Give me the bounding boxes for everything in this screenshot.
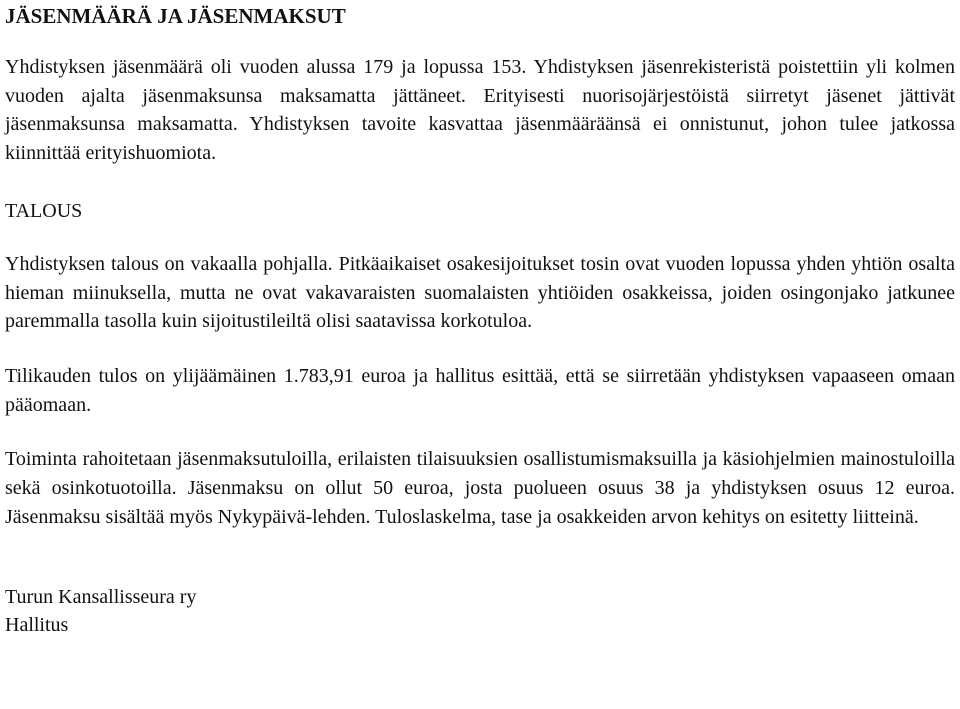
funding-paragraph: Toiminta rahoitetaan jäsenmaksutuloilla, erilaisten tilaisuuksien osallistumismaksuilla ja käsiohjelmien mainostuloilla sekä osinkotuotoilla. Jäsenmaksu on ollut 50 euroa, josta puolueen osuus 38 ja yhdistyksen osuus 12 euroa. Jäsenmaksu sisältää myös Nykypäivä-lehden. Tuloslaskelma, tase ja osakkeiden arvon kehitys on esitetty liitteinä. [5, 448, 955, 528]
document-page [5, 0, 955, 639]
section-heading-finance: TALOUS [5, 199, 83, 222]
result-paragraph: Tilikauden tulos on ylijäämäinen 1.783,91 euroa ja hallitus esittää, että se siirretään yhdistyksen vapaaseen omaan pääomaan. [5, 364, 955, 416]
signature-block [5, 583, 955, 639]
signature-organization: Turun Kansallisseura ry [5, 586, 197, 609]
membership-paragraph: Yhdistyksen jäsenmäärä oli vuoden alussa 179 ja lopussa 153. Yhdistyksen jäsenrekisteristä poistettiin yli kolmen vuoden ajalta jäsenmaksunsa maksamatta jättäneet. Erityisesti nuorisojärjestöistä siirretyt jäsenet jättivät jäsenmaksunsa maksamatta. Yhdistyksen tavoite kasvattaa jäsenmääräänsä ei onnistunut, johon tulee jatkossa kiinnittää erityishuomiota. [5, 56, 955, 165]
section-heading-membership: JÄSENMÄÄRÄ JA JÄSENMAKSUT [5, 4, 346, 28]
signature-board: Hallitus [5, 614, 69, 637]
finance-paragraph: Yhdistyksen talous on vakaalla pohjalla. Pitkäaikaiset osakesijoitukset tosin ovat vuoden lopussa yhden yhtiön osalta hieman miinuksella, mutta ne ovat vakavaraisten suomalaisten yhtiöiden osakkeissa, joiden osingonjako jatkunee paremmalla tasolla kuin sijoitustileiltä olisi saatavissa korkotuloa. [5, 252, 955, 333]
